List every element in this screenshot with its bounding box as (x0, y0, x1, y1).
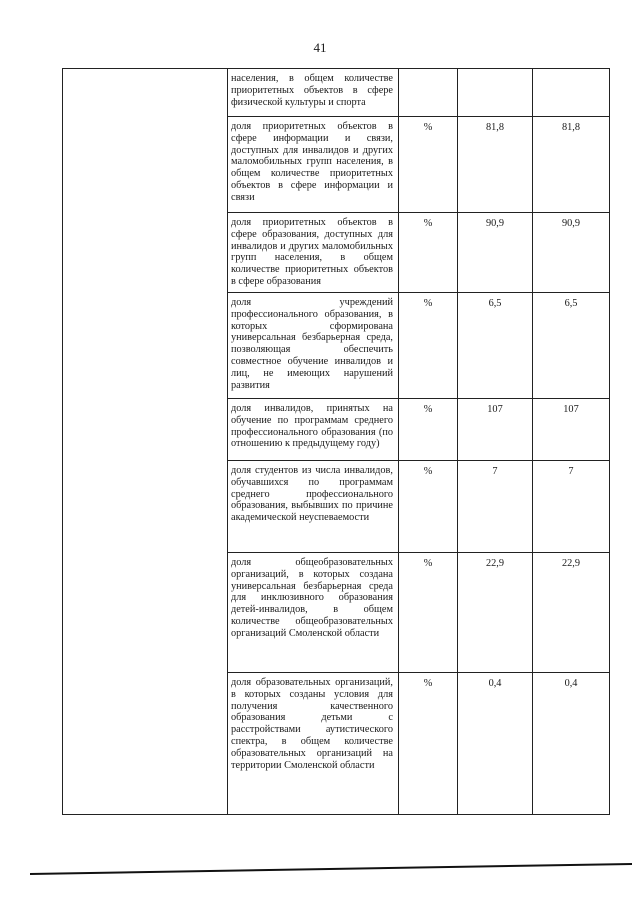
indicator-description: доля инвалидов, принятых на обучение по программам среднего профессионального образования (по отношению к предыдущему году) (231, 403, 393, 450)
value-1-text: 6,5 (488, 298, 502, 309)
value-2-cell (533, 553, 610, 673)
unit-cell (399, 213, 458, 293)
value-2-cell (533, 69, 610, 117)
indicator-description-cell (228, 399, 399, 461)
value-2-text: 7 (568, 466, 574, 477)
value-1-cell (458, 213, 533, 293)
unit-text: % (423, 466, 433, 477)
indicator-description: доля приоритетных объектов в сфере образования, доступных для инвалидов и других маломобильных групп населения, в общем количестве приоритетных объектов в сфере образования (231, 217, 393, 287)
unit-text: % (423, 122, 433, 133)
indicator-description-cell (228, 213, 399, 293)
unit-text (399, 69, 457, 74)
unit-text: % (423, 678, 433, 689)
value-1-text (458, 69, 532, 74)
value-1-text: 7 (492, 466, 498, 477)
unit-text: % (423, 558, 433, 569)
value-2-text: 6,5 (564, 298, 578, 309)
value-1-text: 107 (487, 404, 503, 415)
indicator-description-cell (228, 673, 399, 815)
value-1-cell (458, 553, 533, 673)
value-2-cell (533, 117, 610, 213)
value-2-text: 22,9 (561, 558, 581, 569)
indicator-description: населения, в общем количестве приоритетных объектов в сфере физической культуры и спорта (231, 73, 393, 108)
value-2-text: 0,4 (564, 678, 578, 689)
unit-cell (399, 399, 458, 461)
indicator-description-cell (228, 69, 399, 117)
indicator-description: доля приоритетных объектов в сфере информации и связи, доступных для инвалидов и других маломобильных групп населения, в общем количестве приоритетных объектов в сфере информации и связи (231, 121, 393, 203)
value-2-cell (533, 293, 610, 399)
value-1-text: 0,4 (488, 678, 502, 689)
unit-cell (399, 461, 458, 553)
value-1-cell (458, 293, 533, 399)
value-2-text: 90,9 (561, 218, 581, 229)
indicator-description-cell (228, 117, 399, 213)
indicator-description-cell (228, 461, 399, 553)
unit-cell (399, 293, 458, 399)
unit-cell (399, 673, 458, 815)
empty-first-column (63, 69, 228, 815)
value-1-text: 90,9 (485, 218, 505, 229)
value-1-text: 81,8 (485, 122, 505, 133)
value-1-cell (458, 461, 533, 553)
unit-text: % (423, 404, 433, 415)
unit-cell (399, 117, 458, 213)
indicator-description-cell (228, 553, 399, 673)
unit-text: % (423, 298, 433, 309)
value-2-text: 107 (563, 404, 579, 415)
unit-cell (399, 553, 458, 673)
indicator-table (62, 68, 610, 815)
page-number: 41 (313, 40, 327, 55)
indicator-description: доля студентов из числа инвалидов, обучавшихся по программам среднего профессионального образования, выбывших по причине академической неуспеваемости (231, 465, 393, 524)
value-1-cell (458, 399, 533, 461)
unit-cell (399, 69, 458, 117)
value-2-cell (533, 461, 610, 553)
value-1-text: 22,9 (485, 558, 505, 569)
indicator-description: доля общеобразовательных организаций, в которых создана универсальная безбарьерная среда для инклюзивного образования детей-инвалидов, в общем количестве общеобразовательных организаций Смоленской области (231, 557, 393, 639)
value-1-cell (458, 117, 533, 213)
table-row (63, 69, 610, 117)
indicator-description: доля образовательных организаций, в которых созданы условия для получения качественного образования детьми с расстройствами аутистического спектра, в общем количестве образовательных организаций на территории Смоленской области (231, 677, 393, 771)
value-2-cell (533, 213, 610, 293)
indicator-description-cell (228, 293, 399, 399)
unit-text: % (423, 218, 433, 229)
footer-rule (30, 861, 632, 875)
value-2-text (533, 69, 609, 74)
value-2-text: 81,8 (561, 122, 581, 133)
value-2-cell (533, 399, 610, 461)
value-1-cell (458, 69, 533, 117)
value-1-cell (458, 673, 533, 815)
value-2-cell (533, 673, 610, 815)
indicator-description: доля учреждений профессионального образования, в которых сформирована универсальная безбарьерная среда, позволяющая обеспечить совместное обучение инвалидов и лиц, не имеющих нарушений развития (231, 297, 393, 391)
